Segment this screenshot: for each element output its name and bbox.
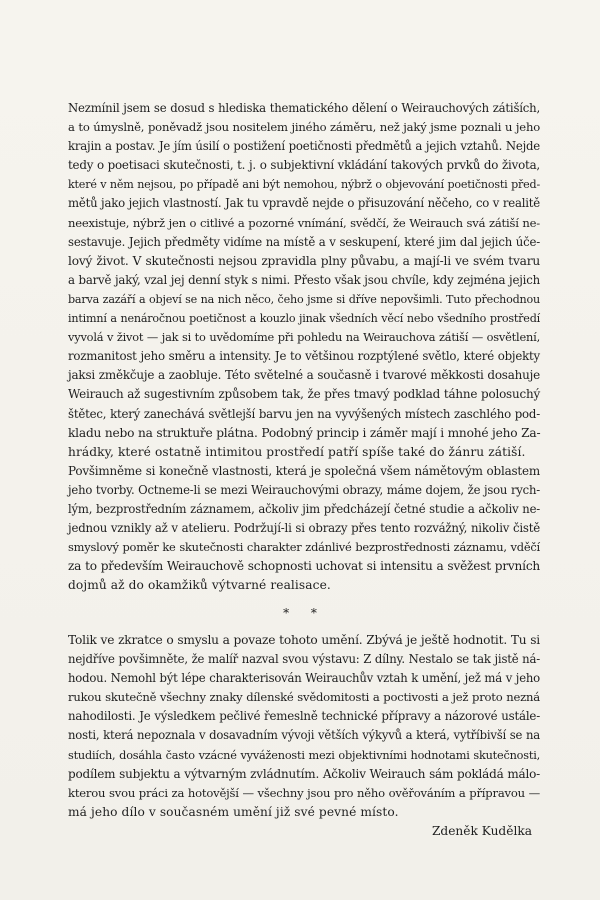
text-line: tedy o poetisaci skutečnosti, t. j. o subjektivní vkládání takových prvků do života,: [68, 158, 540, 173]
text-line: Povšimněme si konečně vlastnosti, která je společná všem námětovým oblastem: [68, 463, 540, 478]
text-line: jeho tvorby. Octneme-li se mezi Weirauchovými obrazy, máme dojem, že jsou rych-: [68, 482, 540, 497]
author-signature: Zdeněk Kudělka: [431, 824, 532, 838]
text-line: jednou vznikly až v atelieru. Podržují-li si obrazy přes tento rozvážný, nikoliv čistě: [68, 521, 540, 536]
text-line: za to především Weirauchově schopnosti uchovat si intensitu a svěžest prvních: [68, 559, 540, 574]
text-line: nosti, která nepoznala v dosavadním vývoji větších výkyvů a která, vytříbivší se na: [68, 728, 540, 743]
text-line: nahodilosti. Je výsledkem pečlivé řemeslně technické přípravy a názorové ustále-: [68, 709, 540, 724]
asterisk: *: [310, 606, 317, 620]
text-line: které v něm nejsou, po případě ani být nemohou, nýbrž o objevování poetičnosti před-: [68, 178, 540, 192]
text-line: a to úmyslně, poněvadž jsou nositelem jiného záměru, než jaký jsme poznali u jeho: [68, 120, 540, 135]
text-line: smyslový poměr ke skutečnosti charakter zdánlivé bezprostřednosti záznamu, vděčí: [68, 540, 540, 555]
text-line: studiích, dosáhla často vzácné vyváženosti mezi objektivními hodnotami skutečnosti,: [68, 748, 540, 762]
text-line: podílem subjektu a výtvarným zvládnutím. Ačkoliv Weirauch sám pokládá málo-: [68, 766, 540, 781]
asterisk: *: [283, 606, 290, 620]
text-line: rozmanitost jeho směru a intensity. Je to většinou rozptýlené světlo, které objekty: [68, 349, 540, 364]
text-line: barva zazáří a objeví se na nich něco, čeho jsme si dříve nepovšimli. Tuto přechodnou: [68, 292, 540, 306]
text-line: má jeho dílo v současném umění již své pevné místo.: [68, 804, 399, 819]
paragraph: [68, 99, 540, 462]
text-line: hrádky, které ostatně intimitou prostředí patří spíše také do žánru zátiší.: [68, 444, 526, 459]
text-line: neexistuje, nýbrž jen o citlivé a pozorné vnímání, svědčí, že Weirauch svá zátiší ne-: [68, 215, 540, 230]
text-line: nejdříve povšimněte, že malíř nazval svou výstavu: Z dílny. Nestalo se tak jistě ná-: [68, 652, 540, 667]
text-line: dojmů až do okamžiků výtvarné realisace.: [68, 578, 331, 593]
text-line: intimní a nenáročnou poetičnost a kouzlo jinak všedních věcí nebo všedního prostředí: [68, 312, 540, 326]
text-line: jaksi změkčuje a zaobluje. Této světelné a současně i tvarové měkkosti dosahuje: [68, 368, 540, 383]
text-line: štětec, který zanechává světlejší barvu jen na vyvýšených místech zaschlého pod-: [68, 406, 540, 421]
text-line: sestavuje. Jejich předměty vidíme na místě a v seskupení, které jim dal jejich úče-: [68, 234, 540, 249]
text-line: lový život. V skutečnosti nejsou zpravidla plny půvabu, a mají-li ve svém tvaru: [68, 253, 540, 268]
text-line: lým, bezprostředním záznamem, ačkoliv jim předcházejí četné studie a ačkoliv ne-: [68, 501, 540, 516]
text-line: krajin a postav. Je jím úsilí o postižení poetičnosti předmětů a jejich vztahů. Nejde: [68, 139, 540, 154]
text-line: mětů jako jejich vlastností. Jak tu vpravdě nejde o přisuzování něčeho, co v realitě: [68, 196, 540, 211]
text-block-lower: [68, 631, 540, 822]
text-line: Tolik ve zkratce o smyslu a povaze tohoto umění. Zbývá je ještě hodnotit. Tu si: [68, 633, 540, 647]
paragraph: [68, 462, 540, 596]
paragraph: [68, 631, 540, 822]
text-line: kladu nebo na struktuře plátna. Podobný princip i záměr mají i mnohé jeho Za-: [68, 425, 541, 440]
text-line: Weirauch až sugestivním způsobem tak, že přes tmavý podklad táhne polosuchý: [68, 387, 540, 402]
text-line: hodou. Nemohl být lépe charakterisován Weirauchův vztah k umění, jež má v jeho: [68, 671, 540, 686]
text-line: a barvě jaký, vzal jej denní styk s nimi. Přesto však jsou chvíle, kdy zejména jejich: [68, 272, 540, 287]
text-block-upper: [68, 99, 540, 595]
text-line: Nezmínil jsem se dosud s hlediska thematického dělení o Weirauchových zátiších,: [68, 101, 540, 115]
text-line: kterou svou práci za hotovější — všechny jsou pro něho ověřováním a přípravou —: [68, 785, 540, 800]
section-separator: [0, 606, 600, 620]
text-line: rukou skutečně všechny znaky dílenské svědomitosti a poctivosti a jež proto nezná: [68, 690, 540, 705]
text-line: vyvolá v život — jak si to uvědomíme při pohledu na Weirauchova zátiší — osvětlení,: [68, 330, 540, 345]
